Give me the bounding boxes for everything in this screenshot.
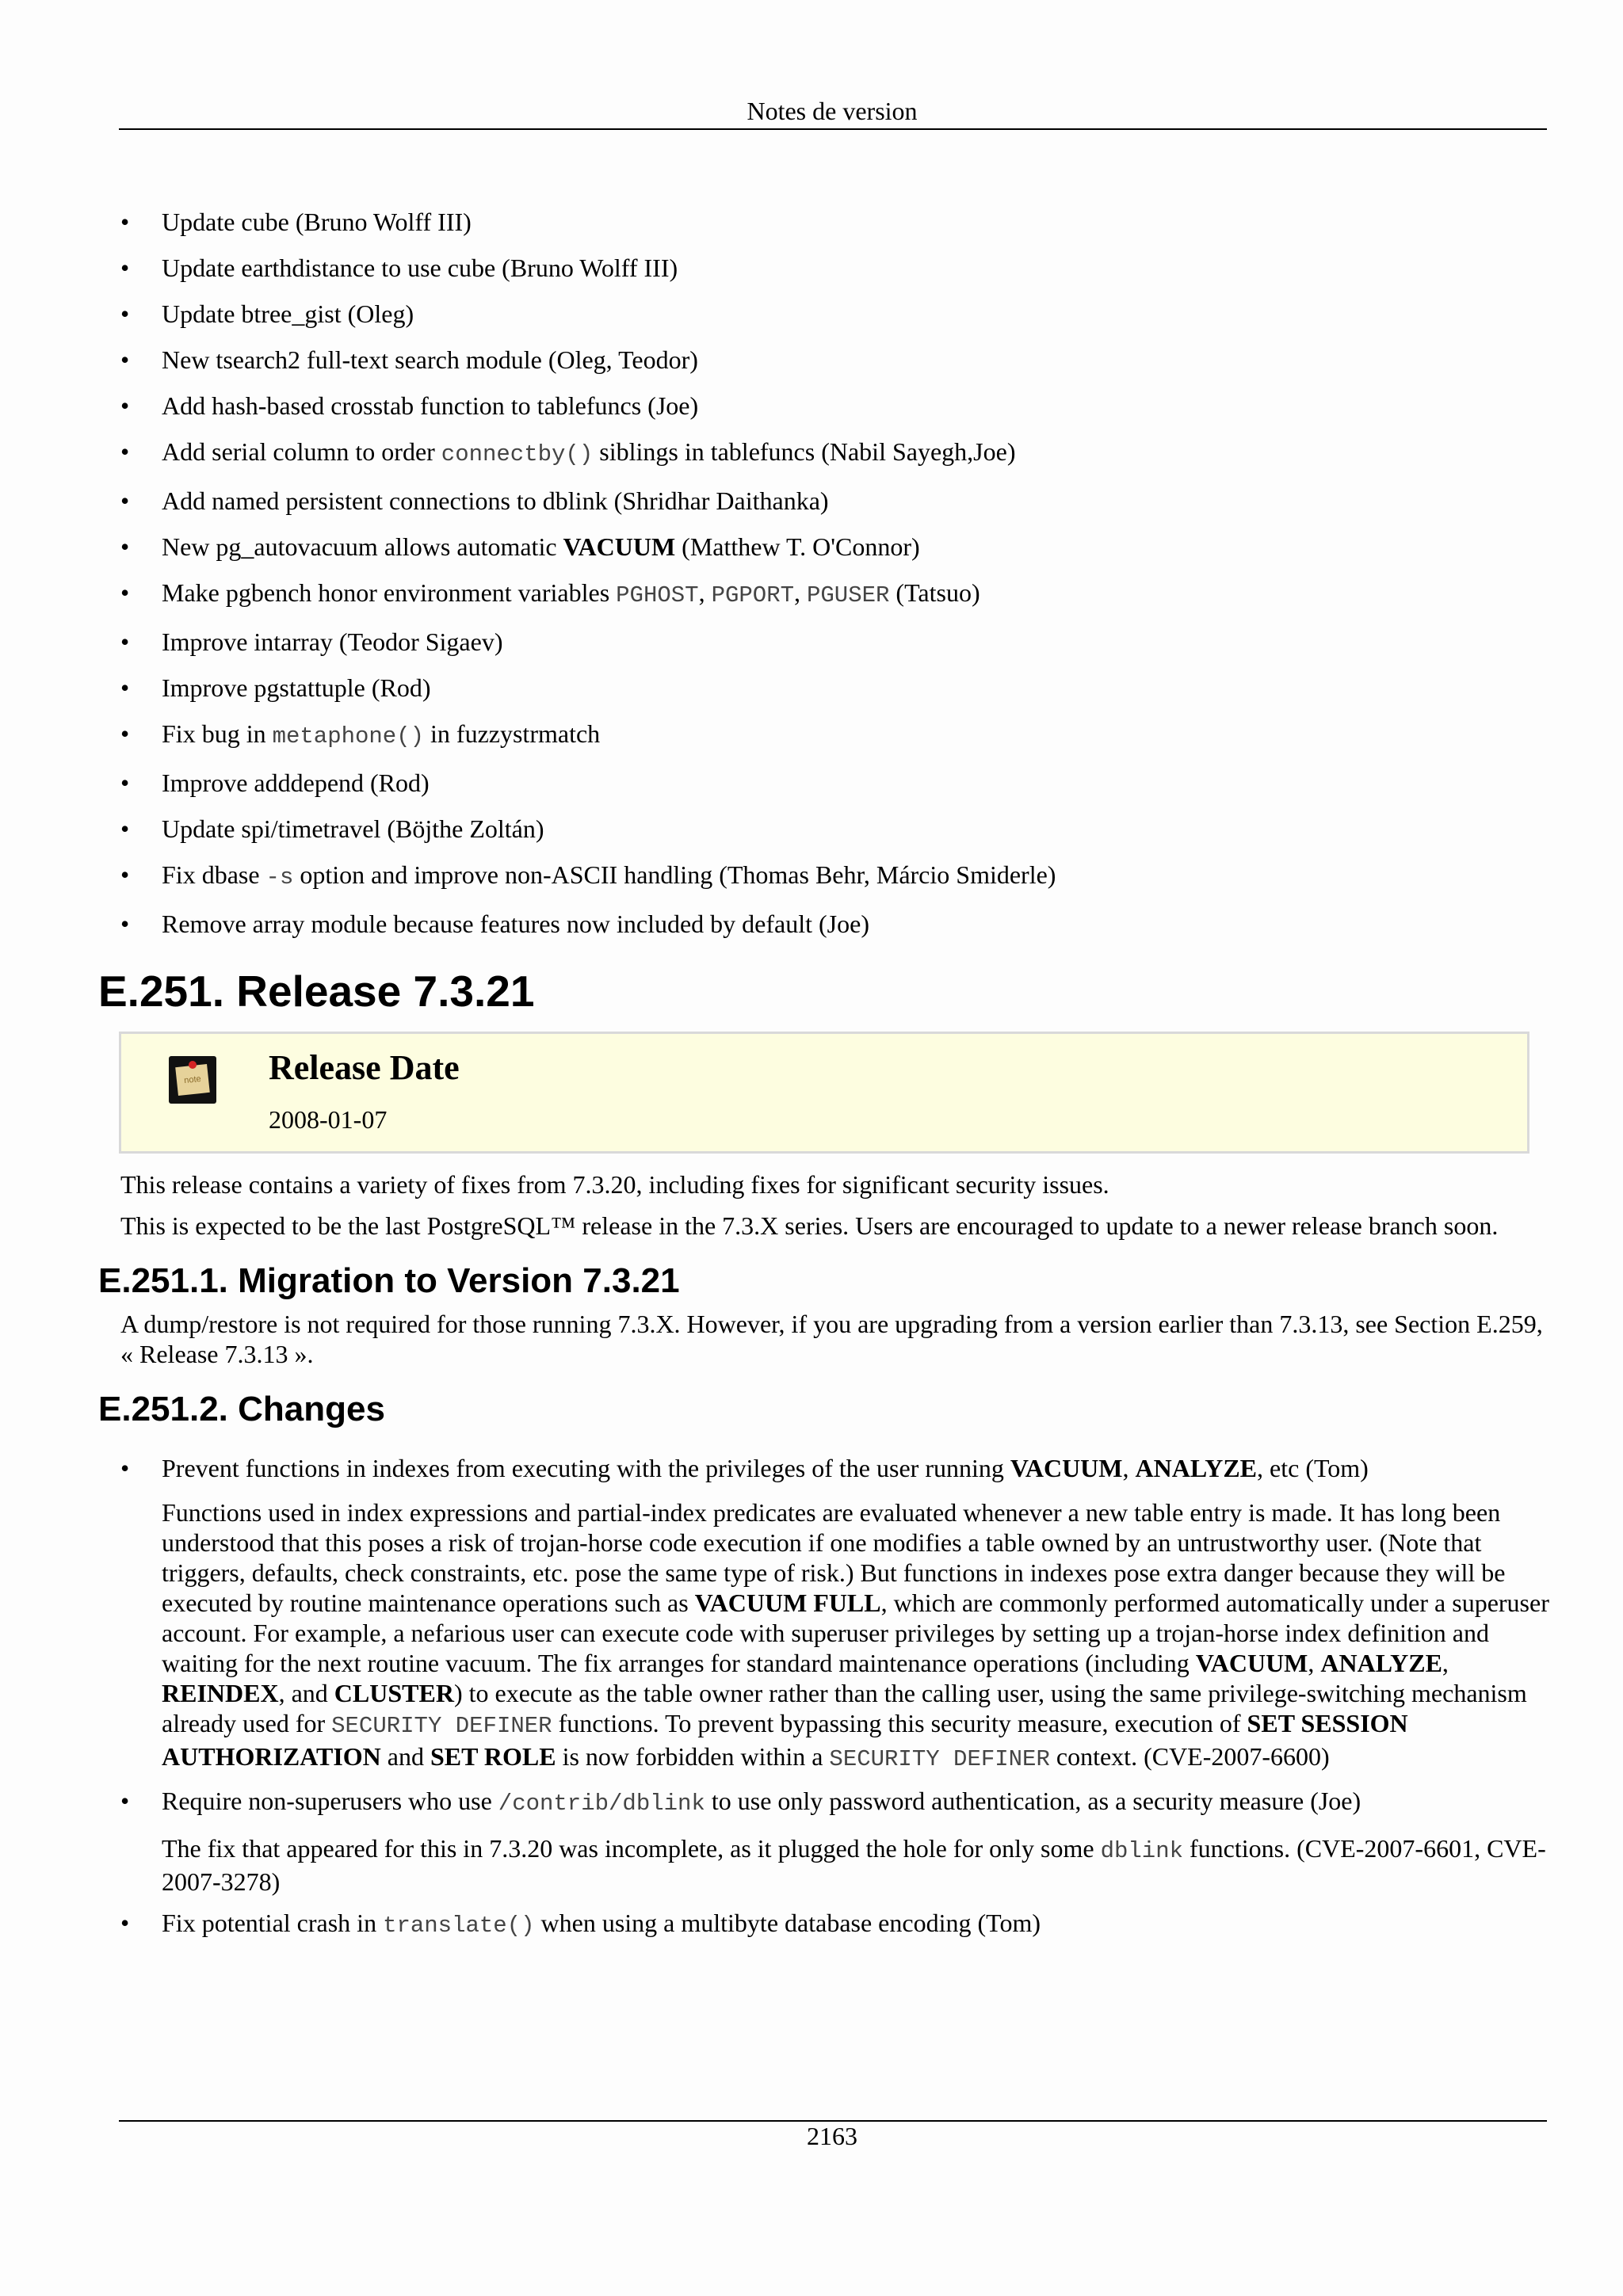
change-item: • Prevent functions in indexes from executing with the privileges of the user running VACUUM, ANALYZE, etc (Tom) Functions used in index expressions and partial-index predicates are evaluated whenever a new table entry is made. It has long been understood that this poses a risk of trojan-horse code execution if one modifies a table owned by an untrustworthy user. (Note that triggers, defaults, check constraints, etc. pose the same type of risk.) But functions in indexes pose extra danger because they will be executed by routine maintenance operations such as VACUUM FULL, which are commonly performed automatically under a superuser account. For example, a nefarious user can execute code with superuser privileges by setting up a trojan-horse index definition and waiting for the next routine vacuum. The fix arranges for standard maintenance operations (including VACUUM, ANALYZE, REINDEX, and CLUSTER) to execute as the table owner rather than the calling user, using the same privilege-switching mechanism already used for SECURITY DEFINER functions. To prevent bypassing this security measure, execution of SET SESSION AUTHORIZATION and SET ROLE is now forbidden within a SECURITY DEFINER context. (CVE-2007-6600) — [98, 1453, 1550, 1775]
env-var: PGPORT — [711, 582, 794, 608]
env-var: PGUSER — [807, 582, 890, 608]
list-item: • Update btree_gist (Oleg) — [120, 299, 414, 328]
migration-heading: E.251.1. Migration to Version 7.3.21 — [98, 1261, 680, 1300]
note-paper: note — [175, 1064, 210, 1096]
list-item: • New tsearch2 full-text search module (Oleg, Teodor) — [120, 345, 698, 374]
function-name: metaphone() — [272, 723, 425, 749]
change-detail: Functions used in index expressions and partial-index predicates are evaluated whenever a new table entry is made. It has long been understood that this poses a risk of trojan-horse code execution if one modifies a table owned by an untrustworthy user. (Note that triggers, defaults, check constraints, etc. pose the same type of risk.) But functions in indexes pose extra danger because they will be executed by routine maintenance operations such as VACUUM FULL, which are commonly performed automatically under a superuser account. For example, a nefarious user can execute code with superuser privileges by setting up a trojan-horse index definition and waiting for the next routine vacuum. The fix arranges for standard maintenance operations (including VACUUM, ANALYZE, REINDEX, and CLUSTER) to execute as the table owner rather than the calling user, using the same privilege-switching mechanism already used for SECURITY DEFINER functions. To prevent bypassing this security measure, execution of SET SESSION AUTHORIZATION and SET ROLE is now forbidden within a SECURITY DEFINER context. (CVE-2007-6600) — [162, 1498, 1549, 1772]
migration-text: A dump/restore is not required for those running 7.3.X. However, if you are upgrading from a version earlier than 7.3.13, see Section E.259, « Release 7.3.13 ». — [120, 1310, 1543, 1368]
change-detail: The fix that appeared for this in 7.3.20 was incomplete, as it plugged the hole for only some dblink functions. (CVE-2007-6601, CVE-2007-3278) — [162, 1834, 1546, 1896]
list-item: • Remove array module because features now included by default (Joe) — [120, 910, 869, 938]
change-item: • Fix potential crash in translate() when using a multibyte database encoding (Tom) — [120, 1909, 1041, 1939]
page-content — [98, 206, 1550, 1952]
release-intro: This release contains a variety of fixes from 7.3.20, including fixes for significant security issues. — [120, 1170, 1109, 1199]
release-date: 2008-01-07 — [269, 1105, 388, 1134]
change-item: • Require non-superusers who use /contrib/dblink to use only password authentication, as a security measure (Joe) The fix that appeared for this in 7.3.20 was incomplete, as it plugged the hole for only some dblink functions. (CVE-2007-6601, CVE-2007-3278) — [98, 1786, 1550, 1897]
changes-heading: E.251.2. Changes — [98, 1390, 385, 1428]
list-item: • Add serial column to order connectby() siblings in tablefuncs (Nabil Sayegh,Joe) — [120, 437, 1016, 467]
note-title: Release Date — [269, 1048, 460, 1087]
sql-command: VACUUM — [563, 532, 676, 561]
list-item: • Make pgbench honor environment variables PGHOST, PGPORT, PGUSER (Tatsuo) — [120, 578, 980, 608]
list-item: • Update spi/timetravel (Böjthe Zoltán) — [120, 814, 544, 843]
list-item: • Fix bug in metaphone() in fuzzystrmatch — [120, 719, 601, 749]
list-item: • Improve adddepend (Rod) — [120, 769, 430, 797]
list-item: • Update earthdistance to use cube (Bruno Wolff III) — [120, 254, 678, 282]
function-name: connectby() — [441, 441, 594, 467]
release-intro-2: This is expected to be the last PostgreSQL™ release in the 7.3.X series. Users are encouraged to update to a newer release branch soon. — [120, 1211, 1499, 1240]
list-item: • Update cube (Bruno Wolff III) — [120, 208, 472, 236]
pin — [189, 1061, 197, 1069]
list-item: • Add hash-based crosstab function to tablefuncs (Joe) — [120, 391, 699, 420]
env-var: PGHOST — [616, 582, 699, 608]
page-number: 2163 — [807, 2122, 857, 2150]
list-item: • Improve intarray (Teodor Sigaev) — [120, 627, 503, 656]
release-heading: E.251. Release 7.3.21 — [98, 967, 535, 1016]
list-item: • Add named persistent connections to dblink (Shridhar Daithanka) — [120, 486, 829, 515]
list-item: • Improve pgstattuple (Rod) — [120, 673, 431, 702]
note-icon — [169, 1056, 216, 1104]
header-rule — [119, 128, 1547, 130]
changes-list — [98, 1453, 1550, 1941]
list-item: • Fix dbase -s option and improve non-ASCII handling (Thomas Behr, Márcio Smiderle) — [120, 860, 1056, 891]
contrib-changes-list — [98, 206, 1550, 940]
running-header: Notes de version — [747, 97, 918, 125]
release-date-note — [119, 1032, 1529, 1154]
option-flag: -s — [265, 864, 294, 891]
list-item: • New pg_autovacuum allows automatic VACUUM (Matthew T. O'Connor) — [120, 532, 920, 561]
